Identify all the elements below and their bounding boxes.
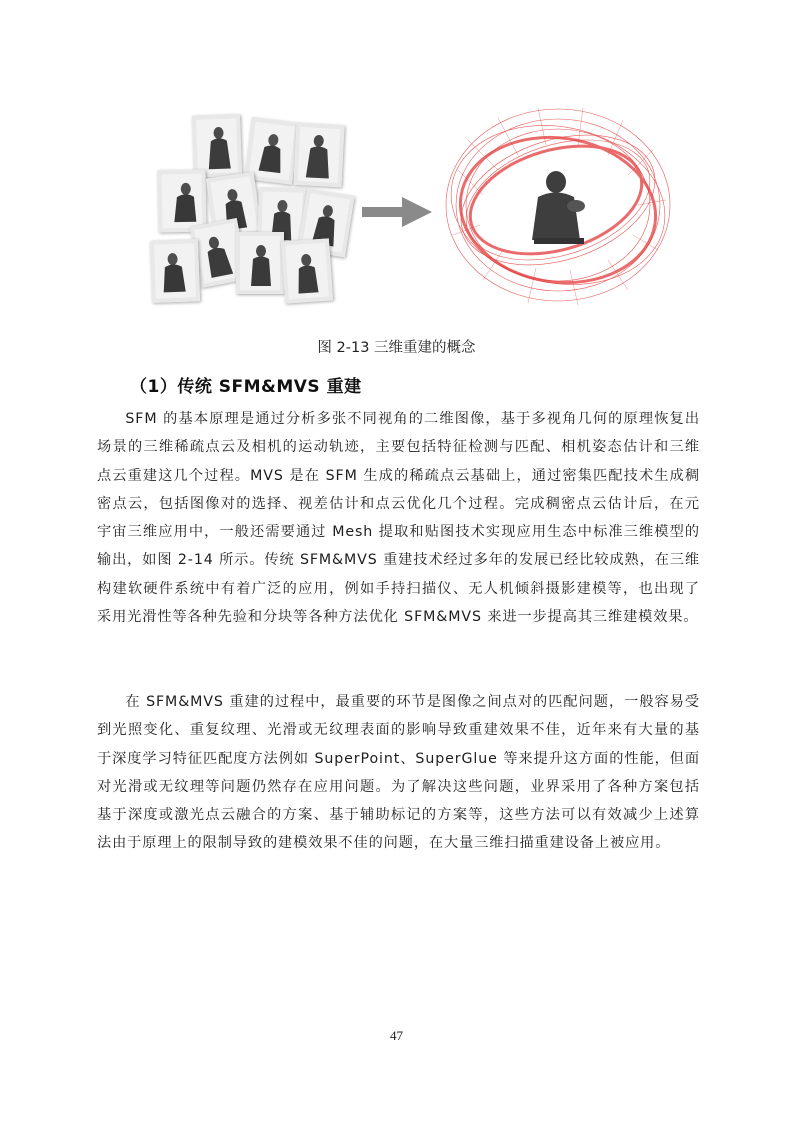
- statue-photo: [157, 170, 206, 233]
- statue-photo: [192, 114, 242, 178]
- statue-photo: [150, 239, 200, 303]
- page-number: 47: [390, 1028, 403, 1043]
- photo-collage: [140, 100, 350, 315]
- statue-photo: [236, 232, 284, 294]
- paragraph: 在 SFM&MVS 重建的过程中，最重要的环节是图像之间点对的匹配问题，一般容易受到光照变化、重复纹理、光滑或无纹理表面的影响导致重建效果不佳，近年来有大量的基于深度学习特征匹配度方法例如 SuperPoint、SuperGlue 等来提升这方面的性能，但面对光滑或无纹理等问题仍然存在应用问题。为了解决这些问题，业界采用了各种方案包括基于深度或激光点云融合的方案、基于辅助标记的方案等，这些方法可以有效减少上述算法由于原理上的限制导致的建模效果不佳的问题，在大量三维扫描重建设备上被应用。: [97, 694, 700, 852]
- arrow-right-icon: [362, 195, 432, 229]
- paragraph: SFM 的基本原理是通过分析多张不同视角的二维图像，基于多视角几何的原理恢复出场景的三维稀疏点云及相机的运动轨迹，主要包括特征检测与匹配、相机姿态估计和三维点云重建这几个过程。MVS 是在 SFM 生成的稀疏点云基础上，通过密集匹配技术生成稠密点云，包括图像对的选择、视差估计和点云优化几个过程。完成稠密点云估计后，在元宇宙三维应用中，一般还需要通过 Mesh 提取和贴图技术实现应用生态中标准三维模型的输出，如图 2-14 所示。传统 SFM&MVS 重建技术经过多年的发展已经比较成熟，在三维构建软硬件系统中有着广泛的应用，例如手持扫描仪、无人机倾斜摄影建模等，也出现了采用光滑性等各种先验和分块等各种方法优化 SFM&MVS 来进一步提高其三维建模效果。: [97, 411, 700, 626]
- reconstruction-camera-path: [438, 100, 678, 315]
- figure-caption: 图 2-13 三维重建的概念: [317, 340, 476, 356]
- figure-3d-reconstruction: [140, 100, 680, 320]
- statue-photo: [281, 238, 333, 303]
- section-heading: （1）传统 SFM&MVS 重建: [130, 377, 362, 397]
